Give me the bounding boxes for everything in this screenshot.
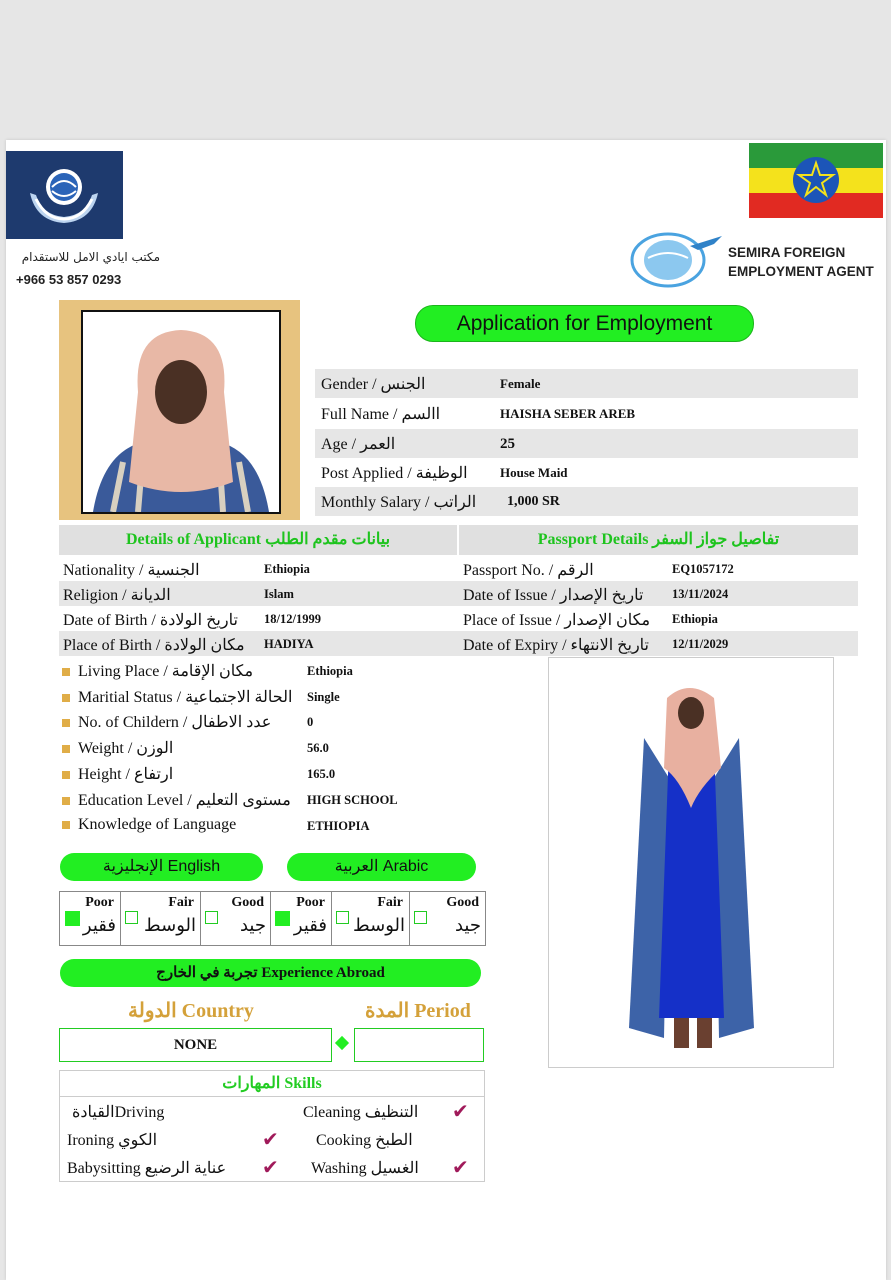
detail-value: 56.0 bbox=[307, 741, 329, 755]
agency-phone: +966 53 857 0293 bbox=[16, 272, 122, 287]
detail-label: No. of Childern / عدد الاطفال bbox=[62, 712, 271, 732]
applicant-value: 18/12/1999 bbox=[264, 612, 321, 626]
level-label-ar: الوسط bbox=[353, 915, 405, 936]
level-label-ar: فقير bbox=[293, 915, 327, 936]
agency-logo bbox=[6, 151, 123, 239]
details-row bbox=[59, 606, 858, 631]
personal-label: Monthly Salary / الراتب bbox=[321, 494, 477, 511]
bullet-icon bbox=[62, 821, 70, 829]
personal-value: Female bbox=[500, 376, 541, 391]
personal-label: Full Name / االسم bbox=[321, 406, 441, 423]
arabic-fair bbox=[331, 892, 410, 945]
skill-label: Cleaning التنظيف bbox=[303, 1104, 419, 1121]
agency-name: مكتب ايادي الامل للاستقدام bbox=[21, 250, 160, 264]
checkbox bbox=[336, 911, 349, 924]
personal-label: Post Applied / الوظيفة bbox=[321, 465, 468, 482]
passport-label: Place of Issue / مكان الإصدار bbox=[463, 612, 651, 629]
checkbox-checked bbox=[65, 911, 80, 926]
level-label-ar: الوسط bbox=[144, 915, 196, 936]
detail-value: Ethiopia bbox=[307, 664, 353, 678]
details-row bbox=[59, 556, 858, 581]
skill-label: القيادةDriving bbox=[72, 1104, 165, 1121]
passport-value: EQ1057172 bbox=[672, 562, 734, 576]
personal-value: 1,000 SR bbox=[507, 494, 560, 509]
passport-header: Passport Details تفاصيل جواز السفر bbox=[459, 525, 858, 555]
applicant-value: Islam bbox=[264, 587, 294, 601]
english-pill: الإنجليزية English bbox=[60, 853, 263, 881]
checkbox bbox=[125, 911, 138, 924]
level-label: Fair bbox=[168, 895, 194, 910]
applicant-label: Date of Birth / تاريخ الولادة bbox=[63, 612, 238, 629]
passport-value: 13/11/2024 bbox=[672, 587, 729, 601]
bullet-icon bbox=[62, 694, 70, 702]
country-heading: الدولة Country bbox=[128, 1000, 254, 1022]
bullet-icon bbox=[62, 668, 70, 676]
detail-value: ETHIOPIA bbox=[307, 819, 370, 833]
portrait-photo bbox=[81, 310, 281, 514]
passport-label: Passport No. / الرقم bbox=[463, 562, 594, 579]
bullet-icon bbox=[62, 719, 70, 727]
semira-agent-name bbox=[728, 243, 874, 281]
skill-label: Cooking الطبخ bbox=[316, 1132, 413, 1149]
full-body-photo bbox=[548, 657, 834, 1068]
detail-value: 0 bbox=[307, 715, 314, 729]
detail-value: 165.0 bbox=[307, 767, 336, 781]
details-row bbox=[59, 631, 858, 656]
personal-label: Gender / الجنس bbox=[321, 376, 426, 393]
passport-label: Date of Issue / تاريخ الإصدار bbox=[463, 587, 644, 604]
level-label: Poor bbox=[296, 895, 325, 910]
personal-value: HAISHA SEBER AREB bbox=[500, 406, 636, 421]
personal-row bbox=[315, 399, 858, 428]
detail-label: Weight / الوزن bbox=[62, 738, 173, 758]
check-icon: ✔ bbox=[262, 1127, 279, 1151]
level-label-ar: فقير bbox=[82, 915, 116, 936]
applicant-label: Religion / الديانة bbox=[63, 587, 171, 604]
diamond-icon bbox=[335, 1036, 349, 1050]
level-label: Poor bbox=[85, 895, 114, 910]
skill-label: Washing الغسيل bbox=[311, 1160, 419, 1177]
page-title: Application for Employment bbox=[415, 305, 754, 342]
skill-label: Ironing الكوي bbox=[67, 1132, 158, 1149]
check-icon: ✔ bbox=[452, 1099, 469, 1123]
skill-label: Babysitting عناية الرضيع bbox=[67, 1160, 227, 1177]
details-row bbox=[59, 581, 858, 606]
personal-row bbox=[315, 458, 858, 487]
applicant-value: Ethiopia bbox=[264, 562, 310, 576]
check-icon: ✔ bbox=[262, 1155, 279, 1179]
bullet-icon bbox=[62, 745, 70, 753]
detail-label: Maritial Status / الحالة الاجتماعية bbox=[62, 687, 292, 707]
applicant-label: Nationality / الجنسية bbox=[63, 562, 200, 579]
language-levels bbox=[59, 891, 486, 946]
arabic-good bbox=[409, 892, 485, 945]
applicant-value: HADIYA bbox=[264, 637, 314, 651]
detail-label: Height / ارتفاع bbox=[62, 764, 173, 784]
passport-label: Date of Expiry / تاريخ الانتهاء bbox=[463, 637, 649, 654]
period-value bbox=[354, 1028, 484, 1062]
english-good bbox=[200, 892, 271, 945]
personal-value: House Maid bbox=[500, 465, 568, 480]
application-sheet bbox=[6, 140, 886, 1280]
checkbox bbox=[205, 911, 218, 924]
bullet-icon bbox=[62, 771, 70, 779]
period-heading: المدة Period bbox=[365, 1000, 471, 1022]
checkbox-checked bbox=[275, 911, 290, 926]
checkbox bbox=[414, 911, 427, 924]
detail-label: Knowledge of Language bbox=[62, 816, 236, 834]
personal-value: 25 bbox=[500, 436, 515, 452]
skills-box bbox=[59, 1070, 485, 1182]
country-value: NONE bbox=[59, 1028, 332, 1062]
experience-pill: تجربة في الخارج Experience Abroad bbox=[60, 959, 481, 987]
applicant-label: Place of Birth / مكان الولادة bbox=[63, 637, 245, 654]
skills-title: المهارات Skills bbox=[60, 1071, 484, 1097]
level-label: Good bbox=[446, 895, 479, 910]
level-label: Good bbox=[231, 895, 264, 910]
semira-line-1: SEMIRA FOREIGN bbox=[728, 245, 846, 260]
level-label-ar: جيد bbox=[239, 915, 266, 936]
level-label-ar: جيد bbox=[454, 915, 481, 936]
ethiopia-flag-icon bbox=[749, 143, 883, 218]
personal-row bbox=[315, 369, 858, 398]
semira-line-2: EMPLOYMENT AGENT bbox=[728, 264, 874, 279]
detail-label: Education Level / مستوى التعليم bbox=[62, 790, 291, 810]
english-poor bbox=[60, 892, 121, 945]
passport-value: 12/11/2029 bbox=[672, 637, 729, 651]
check-icon: ✔ bbox=[452, 1155, 469, 1179]
arabic-pill: العربية Arabic bbox=[287, 853, 476, 881]
personal-label: Age / العمر bbox=[321, 436, 396, 453]
personal-row bbox=[315, 429, 858, 458]
plane-globe-icon bbox=[628, 228, 723, 290]
detail-value: HIGH SCHOOL bbox=[307, 793, 398, 807]
arabic-poor bbox=[270, 892, 332, 945]
level-label: Fair bbox=[377, 895, 403, 910]
bullet-icon bbox=[62, 797, 70, 805]
applicant-header: Details of Applicant بيانات مقدم الطلب bbox=[59, 525, 457, 555]
english-fair bbox=[120, 892, 201, 945]
passport-value: Ethiopia bbox=[672, 612, 718, 626]
personal-row bbox=[315, 487, 858, 516]
detail-value: Single bbox=[307, 690, 340, 704]
detail-label: Living Place / مكان الإقامة bbox=[62, 661, 253, 681]
